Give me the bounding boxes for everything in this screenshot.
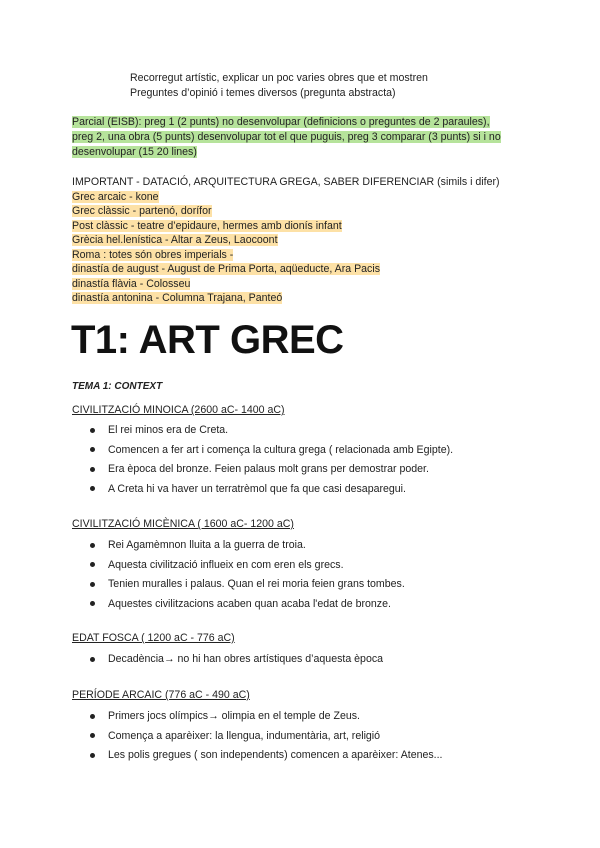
period-line: Grec clàssic - partenó, dorífor bbox=[72, 205, 212, 217]
bullet-icon bbox=[90, 601, 95, 606]
bullet-icon bbox=[90, 486, 95, 491]
bullet-icon bbox=[90, 447, 95, 452]
bullet-list-minoica bbox=[90, 423, 453, 501]
bullet-icon bbox=[90, 428, 95, 433]
period-line: dinastía flàvia - Colosseu bbox=[72, 277, 191, 290]
parcial-line-1: Parcial (EISB): preg 1 (2 punts) no desenvolupar (definicions o preguntes de 2 paraules), bbox=[72, 116, 490, 128]
note-line-2: Preguntes d’opinió i temes diversos (pregunta abstracta) bbox=[130, 87, 396, 99]
parcial-line-3: desenvolupar (15 20 lines) bbox=[72, 146, 197, 159]
list-item: Tenien muralles i palaus. Quan el rei moria feien grans tombes. bbox=[90, 577, 405, 597]
tema-heading: TEMA 1: CONTEXT bbox=[72, 381, 163, 392]
bullet-list-edat-fosca bbox=[90, 652, 383, 672]
list-item: Primers jocs olímpics→ olimpia en el temple de Zeus. bbox=[90, 709, 443, 729]
page-title: T1: ART GREC bbox=[71, 318, 344, 362]
bullet-icon bbox=[90, 543, 95, 548]
list-item: Comencen a fer art i comença la cultura grega ( relacionada amb Egipte). bbox=[90, 443, 453, 463]
section-heading-minoica: CIVILITZACIÓ MINOICA (2600 aC- 1400 aC) bbox=[72, 404, 285, 416]
period-line: Post clàssic - teatre d’epidaure, hermes amb dionís infant bbox=[72, 219, 342, 232]
period-line: dinastía de august - August de Prima Porta, aqüeducte, Ara Pacis bbox=[72, 263, 380, 275]
bullet-icon bbox=[90, 733, 95, 738]
bullet-icon bbox=[90, 467, 95, 472]
bullet-icon bbox=[90, 714, 95, 719]
list-item: Aquesta civilització influeix en com eren els grecs. bbox=[90, 558, 405, 578]
list-item: Aquestes civilitzacions acaben quan acaba l'edat de bronze. bbox=[90, 597, 405, 617]
bullet-icon bbox=[90, 753, 95, 758]
period-line: dinastía antonina - Columna Trajana, Panteó bbox=[72, 292, 283, 304]
section-heading-arcaic: PERÍODE ARCAIC (776 aC - 490 aC) bbox=[72, 689, 250, 701]
period-line: Grècia hel.lenística - Altar a Zeus, Laocoont bbox=[72, 234, 278, 246]
parcial-block bbox=[72, 115, 542, 161]
section-heading-edat-fosca: EDAT FOSCA ( 1200 aC - 776 aC) bbox=[72, 632, 235, 644]
period-line: Grec arcaic - kone bbox=[72, 190, 159, 203]
bullet-icon bbox=[90, 582, 95, 587]
list-item: Decadència→ no hi han obres artístiques d’aquesta època bbox=[90, 652, 383, 672]
parcial-line-2: preg 2, una obra (5 punts) desenvolupar tot el que puguis, preg 3 comparar (3 punts) si i no bbox=[72, 131, 501, 144]
list-item: A Creta hi va haver un terratrèmol que fa que casi desaparegui. bbox=[90, 482, 453, 502]
period-line: Roma : totes són obres imperials - bbox=[72, 248, 234, 261]
bullet-icon bbox=[90, 657, 95, 662]
note-line-1: Recorregut artístic, explicar un poc varies obres que et mostren bbox=[130, 72, 428, 84]
section-heading-micenica: CIVILITZACIÓ MICÈNICA ( 1600 aC- 1200 aC) bbox=[72, 518, 294, 530]
bullet-list-micenica bbox=[90, 538, 405, 616]
list-item: Era època del bronze. Feien palaus molt grans per demostrar poder. bbox=[90, 462, 453, 482]
list-item: Comença a aparèixer: la llengua, indumentària, art, religió bbox=[90, 729, 443, 749]
important-line: IMPORTANT - DATACIÓ, ARQUITECTURA GREGA, SABER DIFERENCIAR (simils i difer) bbox=[72, 176, 500, 188]
list-item: Les polis gregues ( son independents) comencen a aparèixer: Atenes... bbox=[90, 748, 443, 768]
bullet-icon bbox=[90, 562, 95, 567]
list-item: El rei minos era de Creta. bbox=[90, 423, 453, 443]
list-item: Rei Agamèmnon lluita a la guerra de troia. bbox=[90, 538, 405, 558]
bullet-list-arcaic bbox=[90, 709, 443, 768]
